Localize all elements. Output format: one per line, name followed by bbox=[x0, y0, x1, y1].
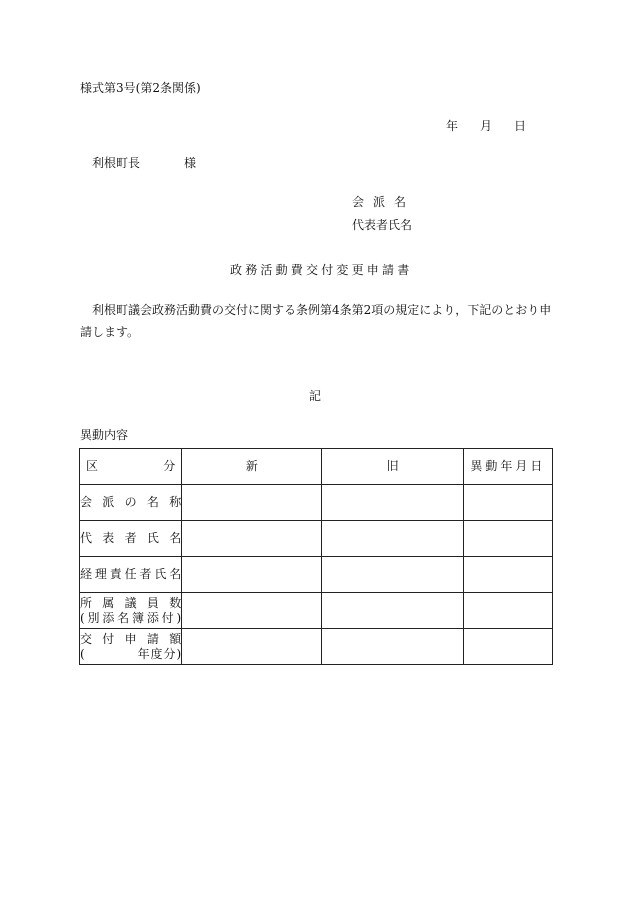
cell-change-date bbox=[463, 629, 552, 665]
cell-change-date bbox=[463, 521, 552, 557]
category-line2: ( 年度分) bbox=[80, 646, 182, 661]
cell-new bbox=[182, 521, 322, 557]
cell-new bbox=[182, 485, 322, 521]
date-line bbox=[446, 118, 526, 134]
header-kubun bbox=[80, 449, 182, 485]
date-year: 年 bbox=[446, 119, 459, 133]
representative-name-label: 代表者氏名 bbox=[352, 218, 413, 232]
table-row bbox=[80, 629, 553, 665]
header-kubun-left: 区 bbox=[86, 459, 99, 473]
category-line1: 会派の名称 bbox=[80, 495, 182, 509]
table-row bbox=[80, 593, 553, 629]
addressee-name: 利根町長 bbox=[92, 156, 141, 170]
header-new: 新 bbox=[182, 449, 322, 485]
form-number: 様式第3号(第2条関係) bbox=[80, 81, 201, 95]
table-row bbox=[80, 557, 553, 593]
cell-new bbox=[182, 593, 322, 629]
cell-old bbox=[322, 485, 463, 521]
cell-new bbox=[182, 629, 322, 665]
category-line1: 所属議員数 bbox=[80, 595, 182, 610]
table-header-row bbox=[80, 449, 553, 485]
body-text: 利根町議会政務活動費の交付に関する条例第4条第2項の規定により，下記のとおり申請します。 bbox=[80, 303, 552, 339]
table-row bbox=[80, 485, 553, 521]
category-line1: 代表者氏名 bbox=[80, 531, 182, 545]
category-line2: (別添名簿添付) bbox=[80, 610, 182, 625]
table-row bbox=[80, 521, 553, 557]
header-old: 旧 bbox=[322, 449, 463, 485]
date-day: 日 bbox=[514, 119, 527, 133]
header-kubun-right: 分 bbox=[163, 459, 176, 473]
date-month: 月 bbox=[480, 119, 493, 133]
row-category bbox=[80, 485, 182, 521]
cell-old bbox=[322, 557, 463, 593]
addressee-honorific: 様 bbox=[184, 156, 197, 170]
section-label: 異動内容 bbox=[80, 428, 129, 442]
category-line1: 経理責任者氏名 bbox=[80, 567, 182, 581]
row-category bbox=[80, 629, 182, 665]
cell-change-date bbox=[463, 485, 552, 521]
cell-old bbox=[322, 593, 463, 629]
cell-old bbox=[322, 629, 463, 665]
row-category bbox=[80, 593, 182, 629]
row-category bbox=[80, 557, 182, 593]
cell-new bbox=[182, 557, 322, 593]
document-title: 政務活動費交付変更申請書 bbox=[230, 263, 413, 277]
faction-name-label: 会派名 bbox=[352, 195, 416, 209]
change-table bbox=[79, 448, 553, 665]
row-category bbox=[80, 521, 182, 557]
cell-old bbox=[322, 521, 463, 557]
header-change-date: 異動年月日 bbox=[463, 449, 552, 485]
ki-heading: 記 bbox=[309, 389, 322, 403]
cell-change-date bbox=[463, 557, 552, 593]
cell-change-date bbox=[463, 593, 552, 629]
category-line1: 交付申請額 bbox=[80, 631, 182, 646]
addressee bbox=[92, 155, 196, 171]
